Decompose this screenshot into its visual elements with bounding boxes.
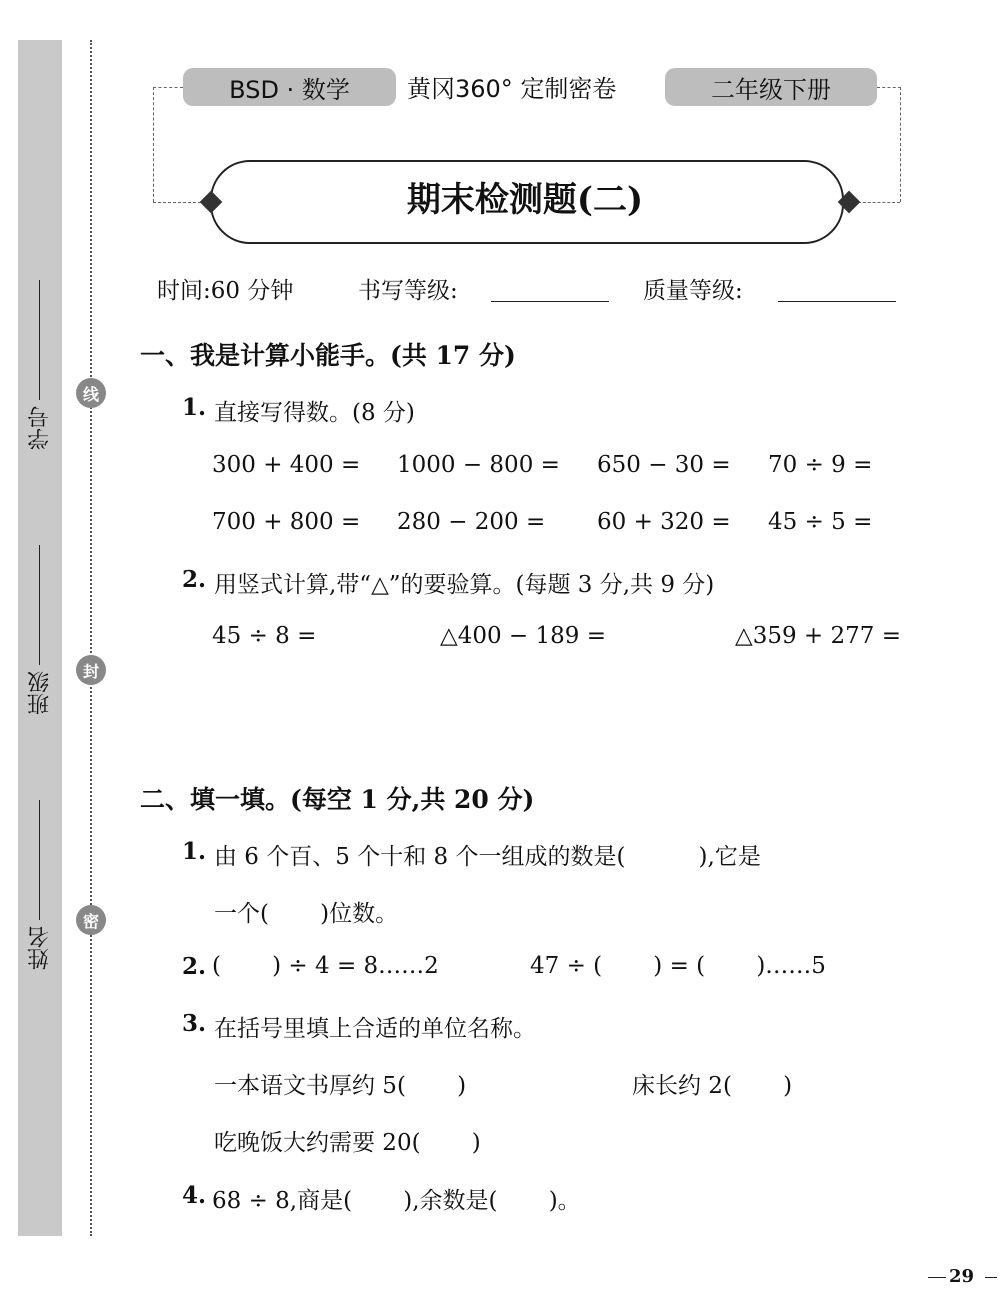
page-number-rule [928, 1277, 946, 1278]
quality-grade-label: 质量等级: [643, 278, 743, 304]
cut-line [90, 40, 92, 1236]
page-number-rule [985, 1277, 997, 1278]
class-label: 班级 [27, 671, 53, 715]
vertical-calc-item: △400 − 189 = [440, 623, 606, 649]
s2-q4-text: 68 ÷ 8,商是( ),余数是( )。 [212, 1188, 581, 1214]
s2-q1-line1: 由 6 个百、5 个十和 8 个一组成的数是( ),它是 [214, 844, 761, 870]
vertical-calc-item: 45 ÷ 8 = [212, 623, 317, 649]
section1-heading: 一、我是计算小能手。(共 17 分) [140, 341, 516, 370]
s2-q3-c: 吃晚饭大约需要 20( ) [214, 1130, 481, 1156]
calc-item: 700 + 800 = [212, 509, 361, 535]
frame-dash [858, 202, 900, 203]
calc-item: 300 + 400 = [212, 452, 361, 478]
q1-text: 直接写得数。(8 分) [214, 400, 415, 426]
s2-q3-number: 3. [182, 1010, 207, 1037]
vertical-calc-item: △359 + 277 = [735, 623, 901, 649]
frame-dash [153, 87, 183, 88]
name-field[interactable] [24, 790, 56, 970]
calc-item: 60 + 320 = [597, 509, 731, 535]
frame-dash [153, 87, 154, 202]
grade-badge: 二年级下册 [665, 68, 877, 106]
time-limit: 时间:60 分钟 [157, 278, 294, 304]
page-title: 期末检测题(二) [406, 180, 644, 220]
calc-item: 650 − 30 = [597, 452, 731, 478]
s2-q4-number: 4. [182, 1182, 207, 1209]
name-line [40, 800, 41, 920]
section2-heading: 二、填一填。(每空 1 分,共 20 分) [140, 785, 535, 814]
q2-number: 2. [182, 566, 207, 593]
student-id-label: 学号 [27, 406, 53, 450]
student-id-field[interactable] [24, 270, 56, 450]
calc-item: 70 ÷ 9 = [768, 452, 873, 478]
q2-text: 用竖式计算,带“△”的要验算。(每题 3 分,共 9 分) [214, 572, 715, 598]
class-field[interactable] [24, 535, 56, 715]
s2-q1-number: 1. [182, 838, 207, 865]
quality-grade-blank[interactable] [778, 301, 896, 302]
student-id-line [40, 280, 41, 400]
frame-dash [153, 202, 201, 203]
subject-badge: BSD · 数学 [183, 68, 396, 106]
s2-q2-b: 47 ÷ ( ) = ( )……5 [530, 953, 826, 979]
class-line [40, 545, 41, 665]
calc-item: 280 − 200 = [397, 509, 546, 535]
name-label: 姓名 [27, 926, 53, 970]
s2-q2-a: ( ) ÷ 4 = 8……2 [212, 953, 439, 979]
frame-dash [877, 87, 901, 88]
s2-q3-b: 床长约 2( ) [632, 1073, 793, 1099]
s2-q3-a: 一本语文书厚约 5( ) [214, 1073, 467, 1099]
writing-grade-blank[interactable] [491, 301, 609, 302]
seal-xian: 线 [76, 378, 106, 408]
s2-q2-number: 2. [182, 953, 207, 980]
s2-q1-line2: 一个( )位数。 [214, 901, 399, 927]
series-name: 黄冈360° 定制密卷 [407, 75, 617, 103]
seal-feng: 封 [76, 655, 106, 685]
page-number: 29 [948, 1266, 974, 1287]
calc-item: 1000 − 800 = [397, 452, 560, 478]
seal-mi: 密 [76, 905, 106, 935]
q1-number: 1. [182, 394, 207, 421]
writing-grade-label: 书写等级: [358, 278, 458, 304]
s2-q3-text: 在括号里填上合适的单位名称。 [214, 1016, 536, 1042]
frame-dash [900, 87, 901, 202]
calc-item: 45 ÷ 5 = [768, 509, 873, 535]
